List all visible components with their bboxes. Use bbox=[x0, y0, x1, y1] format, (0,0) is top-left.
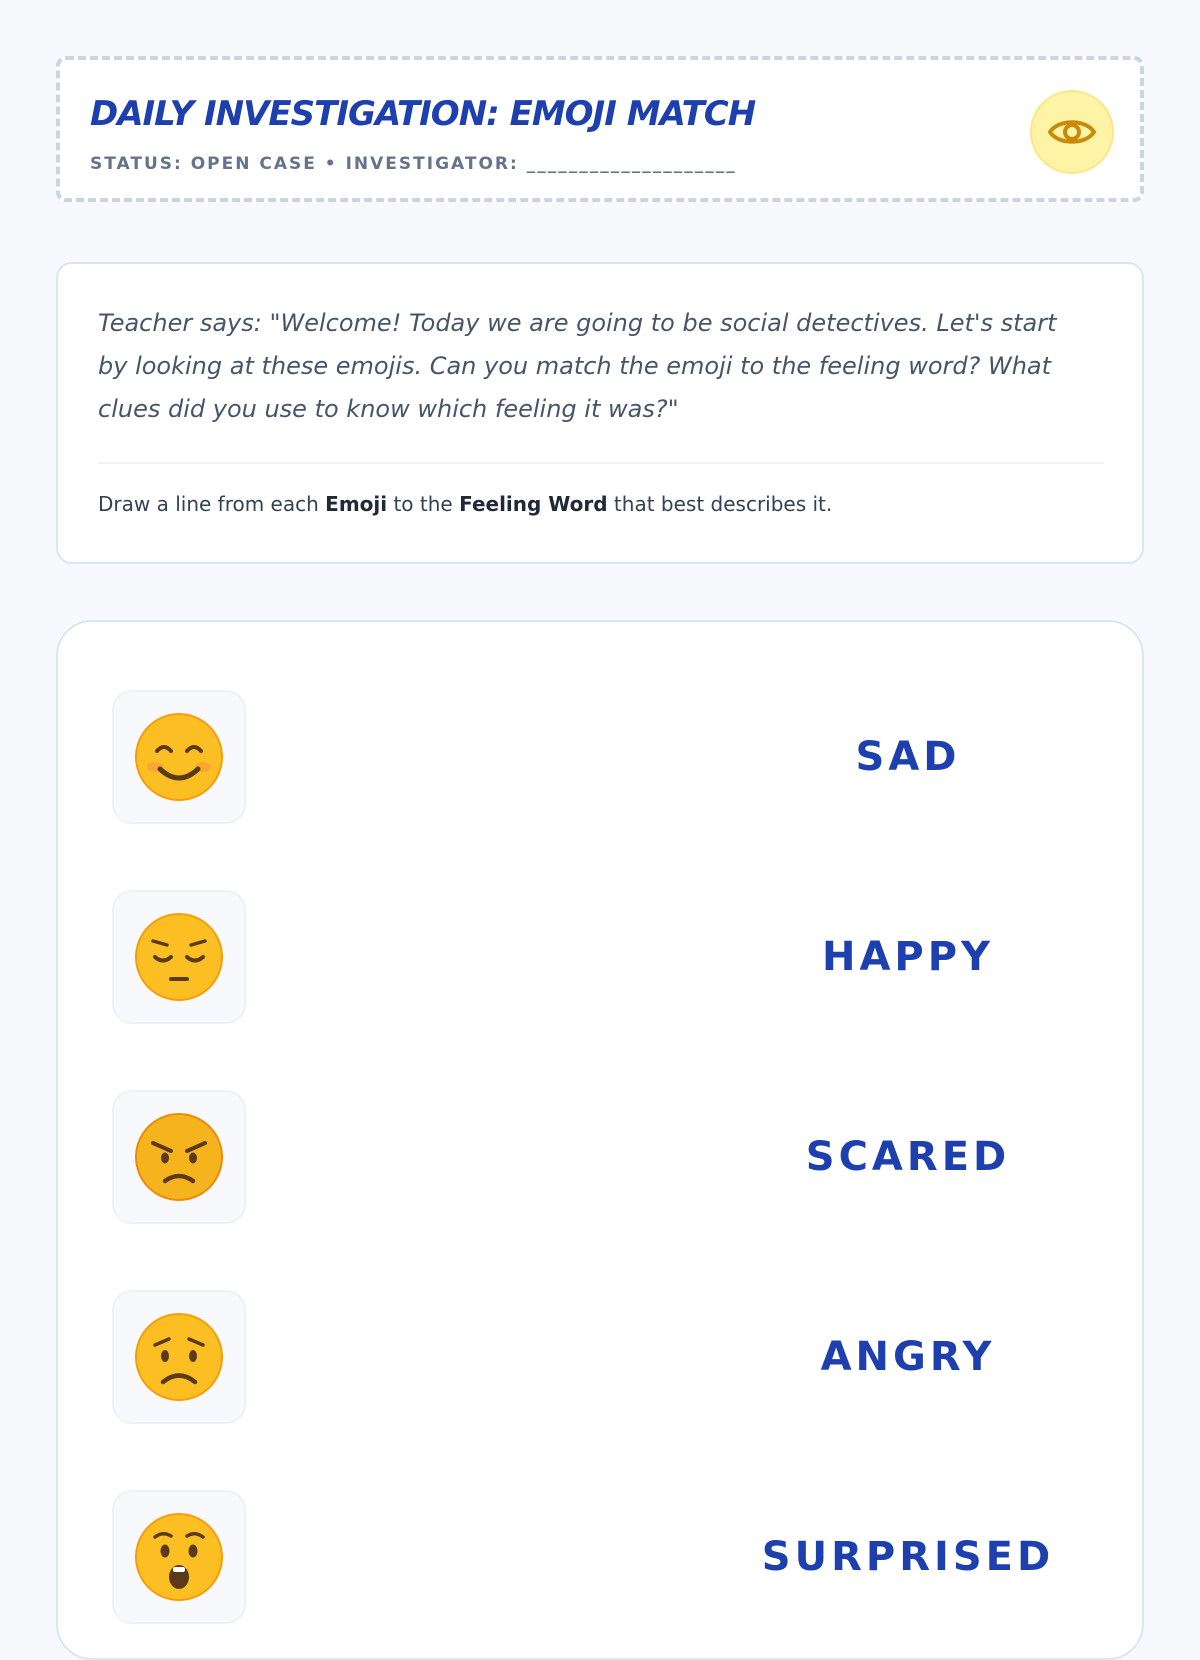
matching-activity bbox=[56, 620, 1144, 1660]
match-row bbox=[58, 1290, 1142, 1424]
task-instructions bbox=[98, 492, 832, 516]
match-row bbox=[58, 690, 1142, 824]
match-row bbox=[58, 1490, 1142, 1624]
teacher-quote: Teacher says: "Welcome! Today we are going to be social detectives. Let's start by looking at these emojis. Can you match the emoji to the feeling word? What clues did you use to know which feeling it was?" bbox=[98, 309, 1057, 423]
instruction-text: Draw a line from each bbox=[98, 492, 326, 516]
feeling-word[interactable]: SAD bbox=[855, 734, 961, 780]
pensive-face-emoji bbox=[133, 911, 225, 1003]
instruction-feeling-term: Feeling Word bbox=[459, 492, 608, 516]
smiling-face-emoji bbox=[133, 711, 225, 803]
feeling-word[interactable]: SCARED bbox=[805, 1134, 1011, 1180]
page-title: DAILY INVESTIGATION: EMOJI MATCH bbox=[90, 94, 756, 134]
emoji-card[interactable] bbox=[112, 890, 246, 1024]
match-row bbox=[58, 890, 1142, 1024]
feeling-word[interactable]: HAPPY bbox=[821, 934, 995, 980]
emoji-card[interactable] bbox=[112, 690, 246, 824]
emoji-card[interactable] bbox=[112, 1090, 246, 1224]
eye-icon bbox=[1030, 90, 1114, 174]
instruction-emoji-term: Emoji bbox=[325, 492, 388, 516]
case-status-line: STATUS: OPEN CASE • INVESTIGATOR: ____________________ bbox=[90, 154, 737, 174]
match-row bbox=[58, 1090, 1142, 1224]
case-header bbox=[56, 56, 1144, 202]
instruction-text: to the bbox=[387, 492, 460, 516]
worried-face-emoji bbox=[133, 1311, 225, 1403]
feeling-word[interactable]: SURPRISED bbox=[761, 1534, 1055, 1580]
angry-face-emoji bbox=[133, 1111, 225, 1203]
hushed-face-emoji bbox=[133, 1511, 225, 1603]
divider bbox=[98, 462, 1104, 464]
instruction-text: that best describes it. bbox=[607, 492, 833, 516]
feeling-word[interactable]: ANGRY bbox=[820, 1334, 996, 1380]
emoji-card[interactable] bbox=[112, 1290, 246, 1424]
emoji-card[interactable] bbox=[112, 1490, 246, 1624]
instructions-card bbox=[56, 262, 1144, 564]
